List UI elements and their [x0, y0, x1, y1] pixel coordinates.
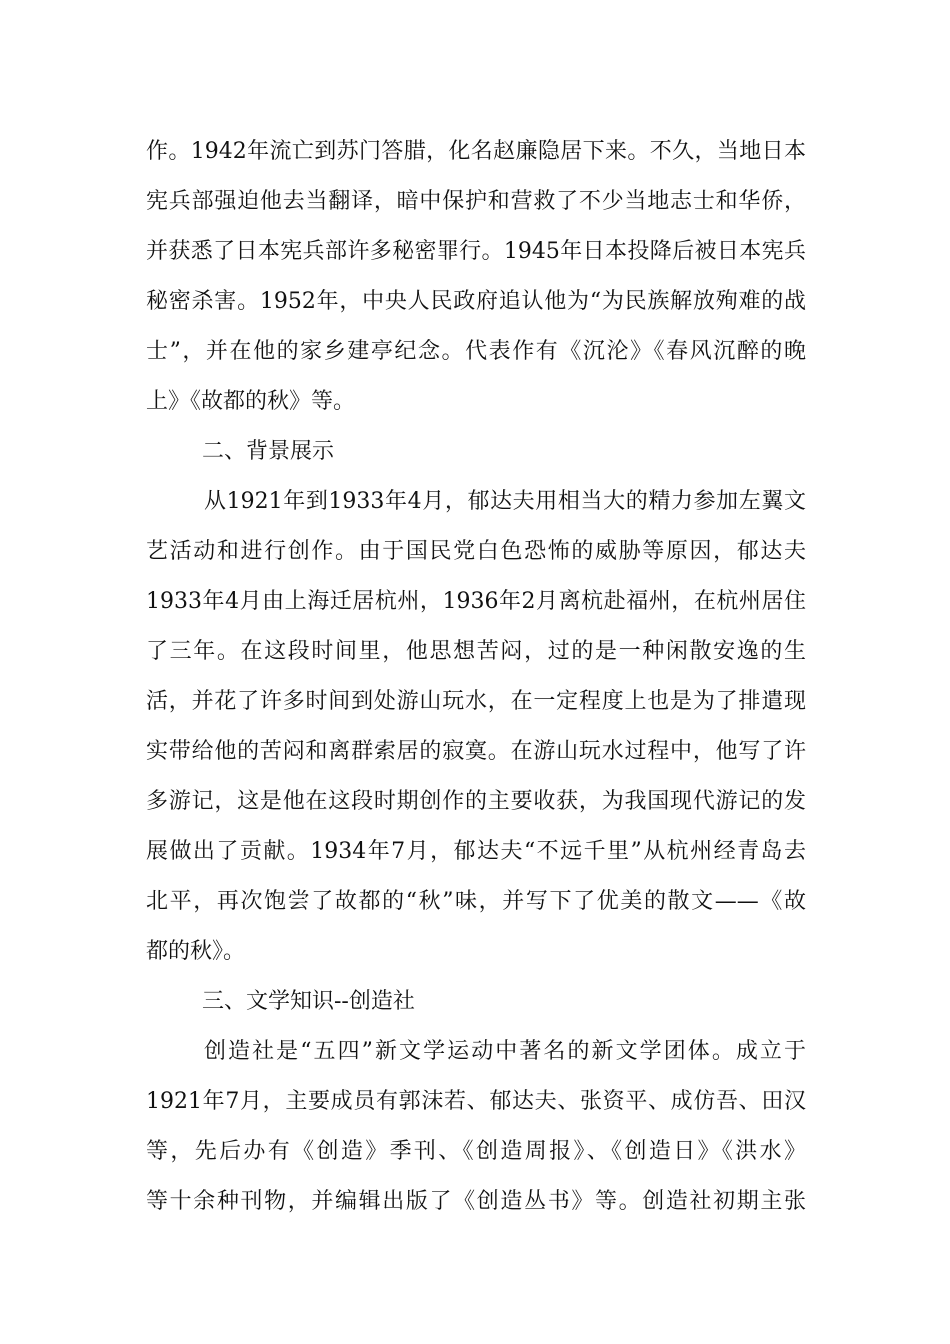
text-line: 艺活动和进行创作。由于国民党白色恐怖的威胁等原因，郁达夫: [146, 539, 806, 564]
text-line: 宪兵部强迫他去当翻译，暗中保护和营救了不少当地志士和华侨，: [146, 189, 806, 214]
text-line: 都的秋》。: [146, 939, 246, 964]
paragraph-first-line: 创造社是“五四”新文学运动中著名的新文学团体。成立于: [204, 1039, 806, 1064]
text-line: 士”，并在他的家乡建亭纪念。代表作有《沉沦》《春风沉醉的晚: [146, 339, 806, 364]
text-line: 等十余种刊物，并编辑出版了《创造丛书》等。创造社初期主张: [146, 1189, 806, 1214]
text-line: 了三年。在这段时间里，他思想苦闷，过的是一种闲散安逸的生: [146, 639, 806, 664]
text-line: 作。1942年流亡到苏门答腊，化名赵廉隐居下来。不久，当地日本: [146, 139, 806, 164]
text-line: 实带给他的苦闷和离群索居的寂寞。在游山玩水过程中，他写了许: [146, 739, 806, 764]
text-line: 展做出了贡献。1934年7月，郁达夫“不远千里”从杭州经青岛去: [146, 839, 806, 864]
text-line: 秘密杀害。1952年，中央人民政府追认他为“为民族解放殉难的战: [146, 289, 806, 314]
text-line: 活，并花了许多时间到处游山玩水，在一定程度上也是为了排遣现: [146, 689, 806, 714]
text-line: 1933年4月由上海迁居杭州，1936年2月离杭赴福州，在杭州居住: [146, 589, 806, 614]
text-line: 等，先后办有《创造》季刊、《创造周报》、《创造日》《洪水》: [146, 1139, 806, 1164]
text-line: 上》《故都的秋》等。: [146, 389, 356, 414]
paragraph-first-line: 从1921年到1933年4月，郁达夫用相当大的精力参加左翼文: [204, 489, 806, 514]
text-line: 多游记，这是他在这段时期创作的主要收获，为我国现代游记的发: [146, 789, 806, 814]
text-line: 并获悉了日本宪兵部许多秘密罪行。1945年日本投降后被日本宪兵: [146, 239, 806, 264]
section-heading-literary-knowledge: 三、文学知识--创造社: [202, 989, 415, 1014]
text-line: 1921年7月，主要成员有郭沫若、郁达夫、张资平、成仿吾、田汉: [146, 1089, 806, 1114]
section-heading-background: 二、背景展示: [202, 439, 335, 464]
text-line: 北平，再次饱尝了故都的“秋”味，并写下了优美的散文——《故: [146, 889, 806, 914]
